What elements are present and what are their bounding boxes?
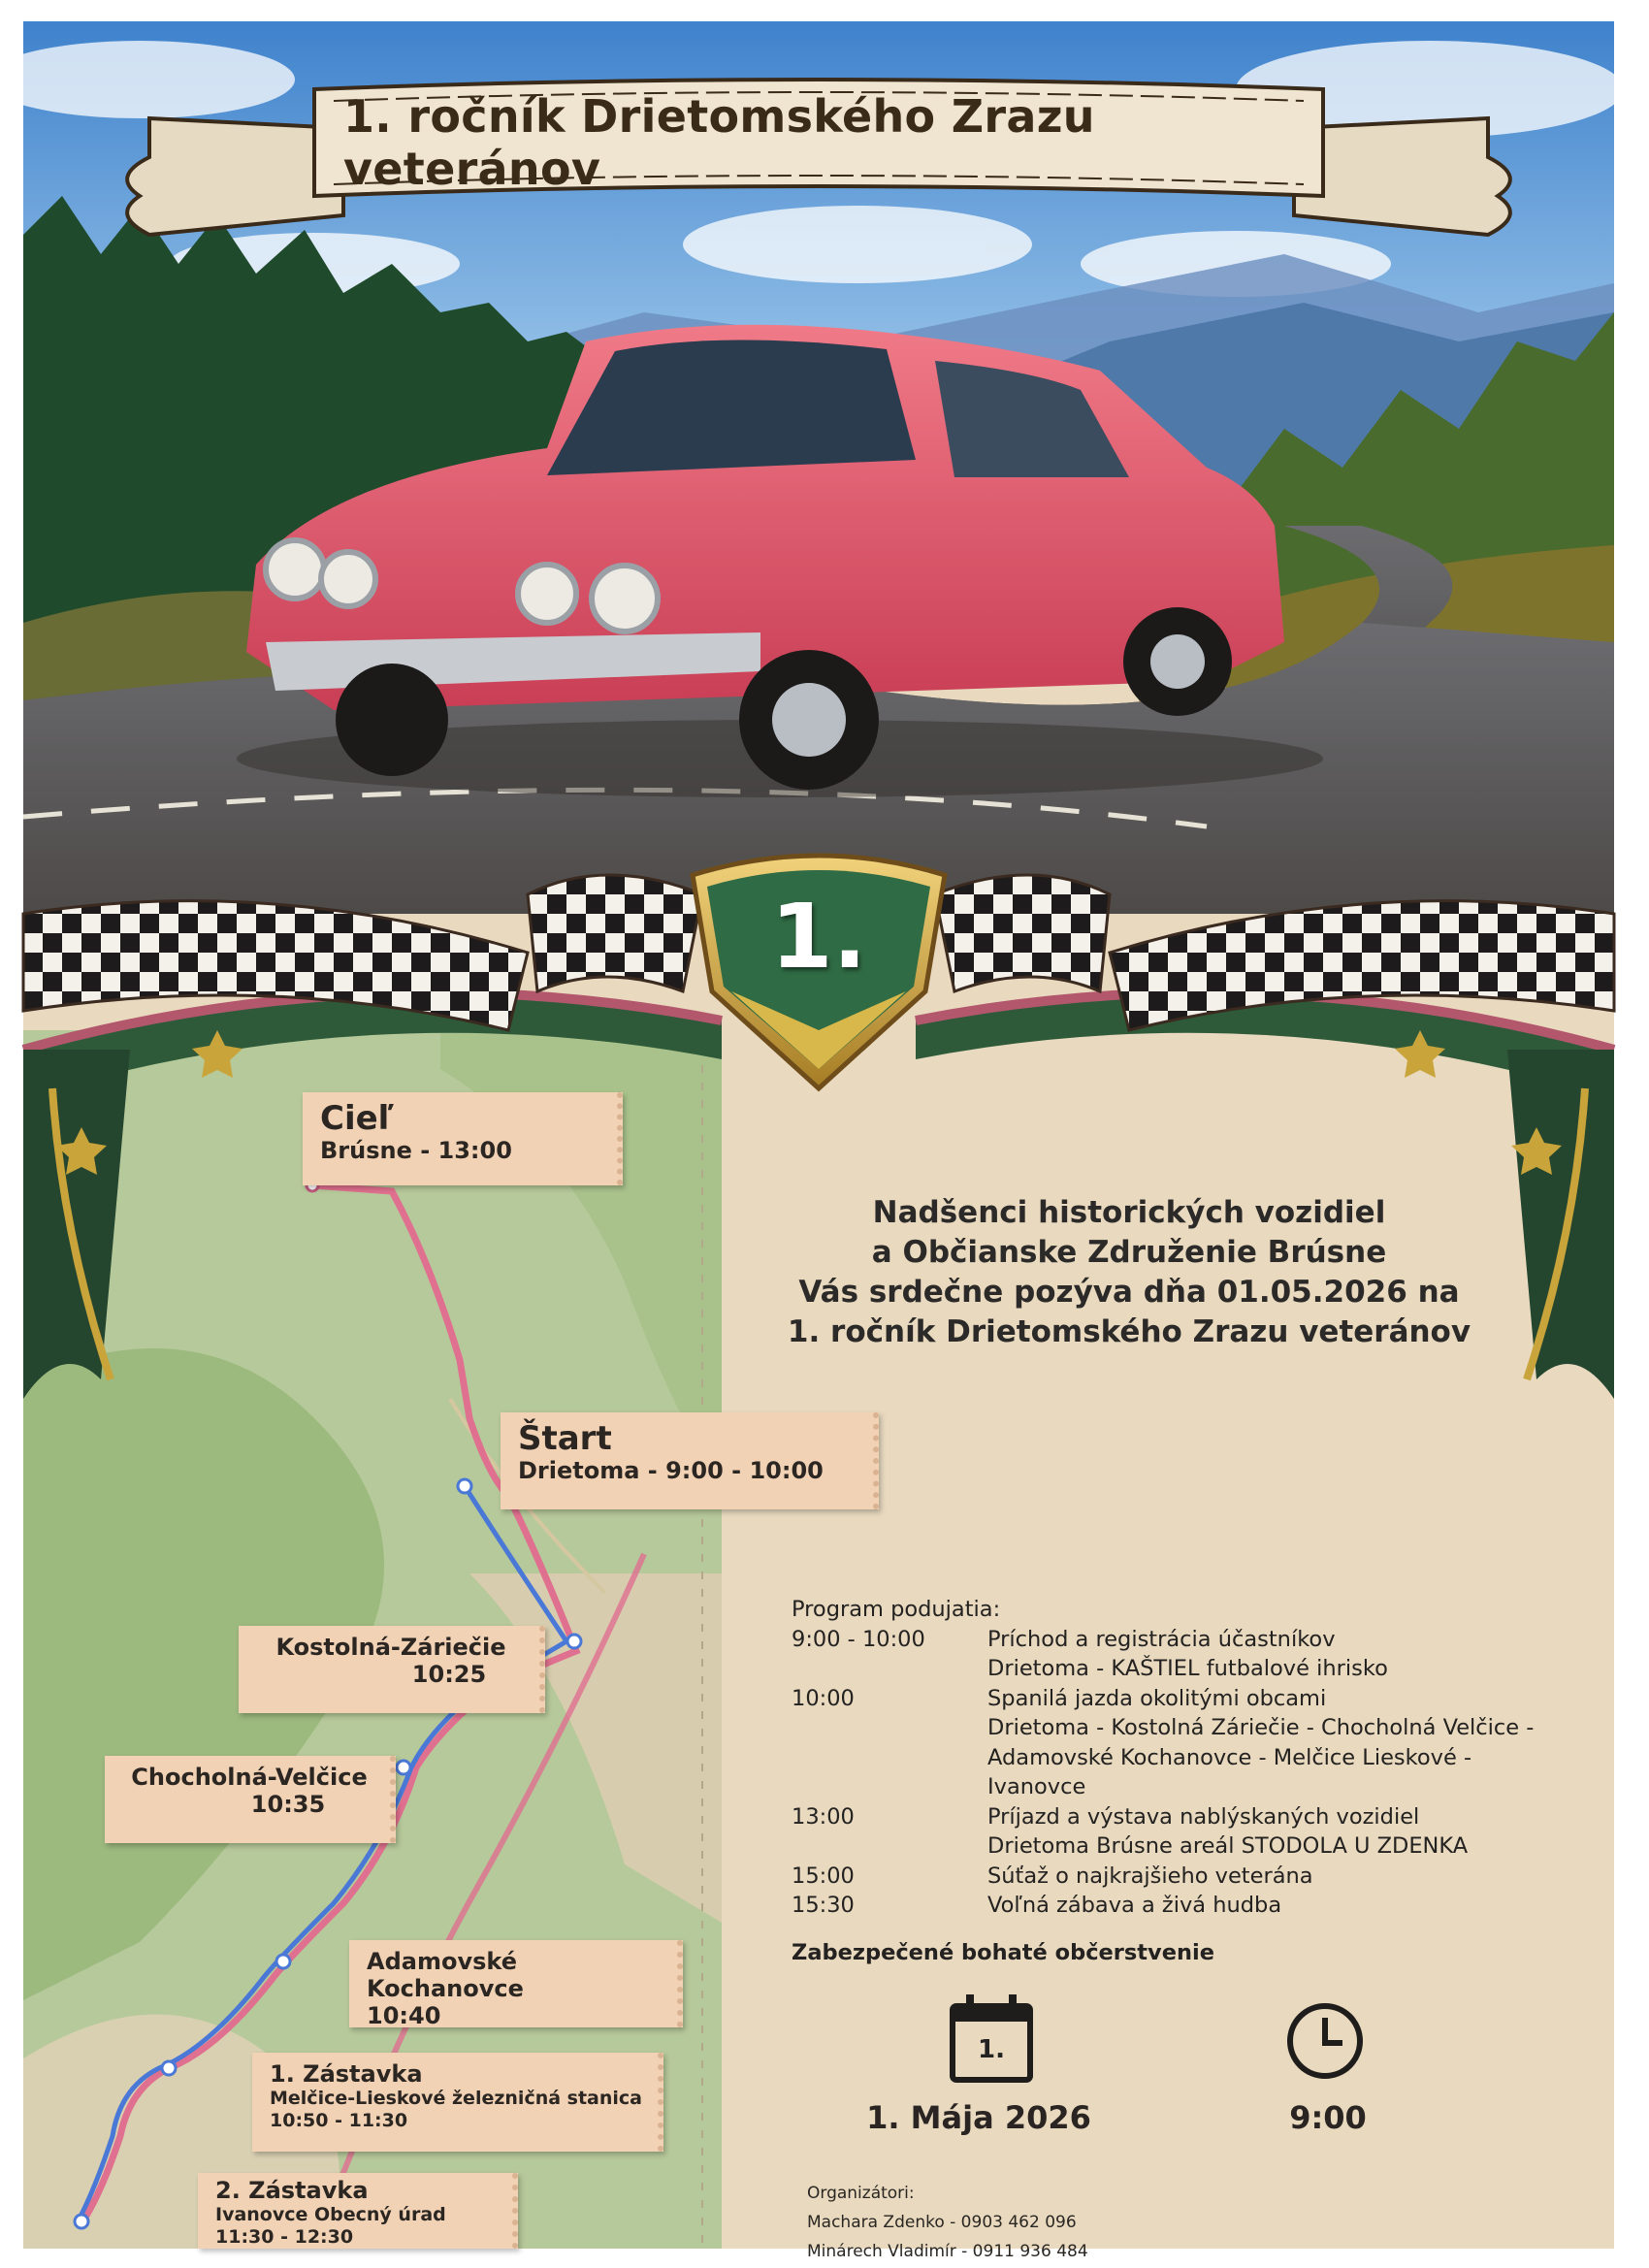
tag-start	[501, 1412, 879, 1509]
calendar-day: 1.	[978, 2035, 1005, 2064]
tag-ciel-title: Cieľ	[320, 1099, 394, 1138]
program-row	[792, 1802, 1606, 1832]
tag-adamovske-name: Adamovské Kochanovce	[367, 1948, 524, 2002]
tag-stop-1	[252, 2053, 663, 2152]
program-row	[792, 1743, 1606, 1773]
program-desc: Spanilá jazda okolitými obcami	[987, 1685, 1327, 1711]
tag-start-title: Štart	[518, 1419, 612, 1458]
tag-chocholna	[105, 1756, 396, 1843]
program-time: 9:00 - 10:00	[792, 1626, 925, 1652]
tag-ciel-time: Brúsne - 13:00	[320, 1137, 512, 1164]
tag-kostolna-name: Kostolná-Záriečie	[275, 1634, 506, 1661]
invitation-line-3: Vás srdečne pozýva dňa 01.05.2026 na	[798, 1275, 1460, 1310]
program-time: 15:30	[792, 1893, 855, 1918]
organizers-title: Organizátori:	[807, 2184, 915, 2203]
poster	[23, 21, 1614, 2261]
badge-number: 1.	[770, 885, 867, 988]
tag-ciel	[303, 1092, 623, 1185]
program-title: Program podujatia:	[792, 1597, 1001, 1622]
program-desc: Drietoma Brúsne areál STODOLA U ZDENKA	[987, 1833, 1469, 1859]
tag-kostolna	[239, 1626, 545, 1713]
program-desc: Drietoma - Kostolná Záriečie - Chocholná Velčice -	[987, 1715, 1535, 1740]
program-row	[792, 1684, 1606, 1714]
event-time: 9:00	[1289, 2099, 1367, 2136]
tag-adamovske	[349, 1940, 683, 2027]
invitation-line-4: 1. ročník Drietomského Zrazu veteránov	[787, 1314, 1471, 1349]
program-time: 13:00	[792, 1803, 855, 1830]
refreshments-note: Zabezpečené bohaté občerstvenie	[792, 1939, 1214, 1965]
event-date: 1. Mája 2026	[866, 2099, 1091, 2136]
program-block	[792, 1595, 1606, 1967]
program-time: 15:00	[792, 1863, 855, 1889]
program-time	[792, 1831, 987, 1862]
program-row	[792, 1862, 1606, 1892]
program-row	[792, 1654, 1606, 1684]
tag-stop-1-time: 10:50 - 11:30	[270, 2110, 408, 2131]
invitation-line-1: Nadšenci historických vozidiel	[872, 1195, 1386, 1230]
organizer-2: Minárech Vladimír - 0911 936 484	[807, 2242, 1088, 2261]
route-marker-stop1	[162, 2061, 176, 2075]
tag-stop-2-title: 2. Zástavka	[215, 2177, 369, 2204]
program-desc: Drietoma - KAŠTIEL futbalové ihrisko	[987, 1656, 1388, 1681]
tag-stop-1-place: Melčice-Lieskové železničná stanica	[270, 2088, 642, 2109]
program-time: 10:00	[792, 1685, 855, 1711]
tag-stop-2-time: 11:30 - 12:30	[215, 2226, 354, 2248]
invitation-line-2: a Občianske Združenie Brúsne	[871, 1235, 1387, 1270]
program-time	[792, 1713, 987, 1743]
program-row	[792, 1831, 1606, 1862]
tag-kostolna-time: 10:25	[411, 1661, 487, 1688]
tag-chocholna-time: 10:35	[250, 1791, 326, 1818]
route-marker-start	[458, 1479, 471, 1493]
program-time	[792, 1743, 987, 1773]
program-row	[792, 1713, 1606, 1743]
route-marker-stop2	[75, 2215, 88, 2228]
program-row	[792, 1772, 1606, 1802]
tag-stop-1-title: 1. Zástavka	[270, 2060, 423, 2088]
program-desc: Príchod a registrácia účastníkov	[987, 1626, 1336, 1652]
route-marker-kostolna	[567, 1635, 581, 1648]
banner-title: 1. ročník Drietomského Zrazu veteránov	[343, 90, 1095, 195]
program-time	[792, 1654, 987, 1684]
tag-chocholna-name: Chocholná-Velčice	[131, 1764, 368, 1791]
program-row	[792, 1625, 1606, 1655]
program-desc: Ivanovce	[987, 1774, 1086, 1799]
program-time	[792, 1772, 987, 1802]
tag-start-time: Drietoma - 9:00 - 10:00	[518, 1457, 824, 1484]
program-desc: Voľná zábava a živá hudba	[987, 1893, 1282, 1918]
program-desc: Súťaž o najkrajšieho veterána	[987, 1863, 1313, 1889]
route-marker-chocholna	[397, 1761, 410, 1774]
tag-stop-2	[198, 2173, 518, 2249]
organizers-block	[807, 2179, 1195, 2266]
tag-stop-2-place: Ivanovce Obecný úrad	[215, 2204, 446, 2225]
program-desc: Príjazd a výstava nablýskaných vozidiel	[987, 1803, 1420, 1830]
tag-adamovske-time: 10:40	[367, 2002, 441, 2029]
invitation-text	[702, 1193, 1556, 1352]
program-desc: Adamovské Kochanovce - Melčice Lieskové -	[987, 1744, 1472, 1770]
organizer-1: Machara Zdenko - 0903 462 096	[807, 2213, 1077, 2232]
checkered-flag-inner-left	[528, 875, 702, 991]
checkered-flag-inner-right	[935, 875, 1110, 991]
route-marker-adamovske	[276, 1955, 290, 1968]
program-row	[792, 1891, 1606, 1921]
